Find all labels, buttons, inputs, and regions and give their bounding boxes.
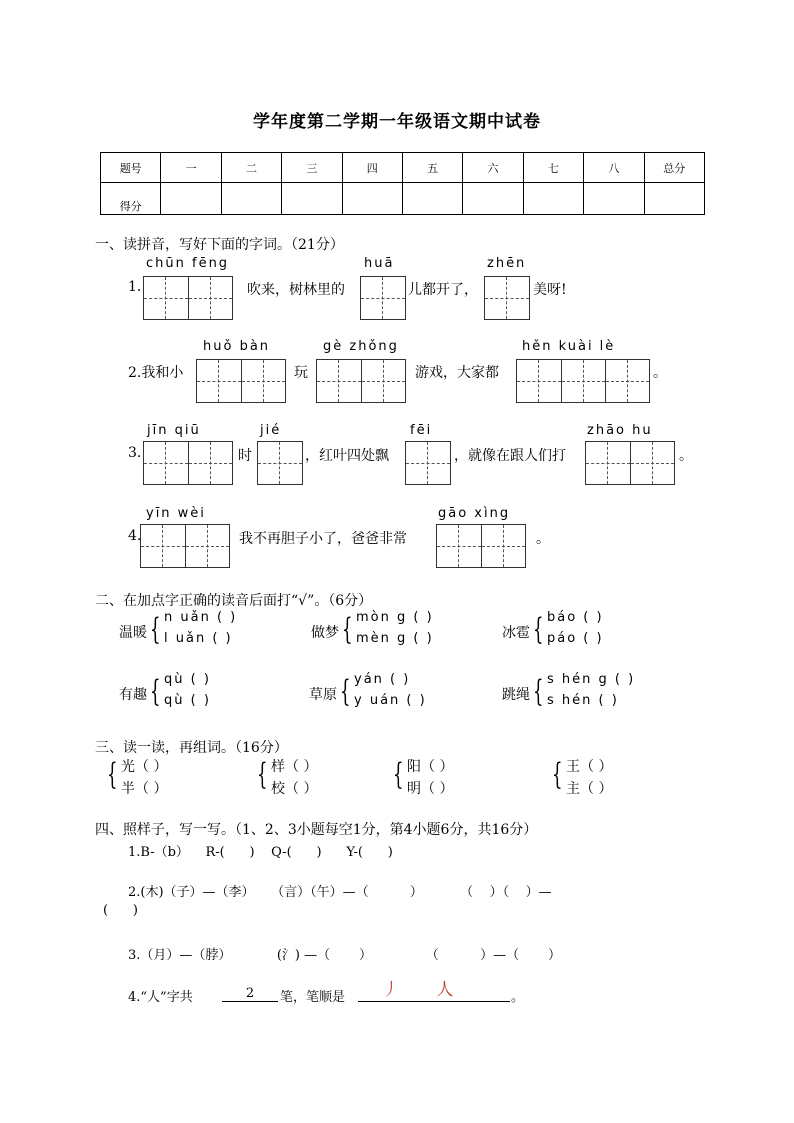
score-header-cell: 总分 [644,153,704,183]
s4-line-2-cont[interactable]: ( ) [103,903,138,918]
score-header-cell: 题号 [101,153,161,183]
pinyin-label: jié [260,423,282,438]
question-text: 。 [679,448,693,464]
score-cell[interactable] [282,183,342,215]
writing-grid[interactable] [405,441,451,485]
score-header-cell: 八 [584,153,644,183]
question-number: 4. [128,528,142,544]
brace: { [150,674,161,709]
score-header-cell: 七 [523,153,583,183]
compose-item[interactable]: 阳（ ） [407,759,454,775]
section-3-heading: 三、读一读，再组词。（16分） [95,740,288,756]
compose-item[interactable]: 明（ ） [407,781,454,797]
reading-option[interactable]: s hén g ( ) [547,672,636,687]
pinyin-label: hěn kuài lè [522,339,616,354]
question-text: 我不再胆子小了，爸爸非常 [239,531,407,547]
writing-grid[interactable] [257,441,303,485]
question-text: 吹来，树林里的 [247,282,345,298]
question-text: 。 [653,365,667,381]
compose-item[interactable]: 光（ ） [121,759,168,775]
score-table [100,152,705,215]
brace: { [257,757,268,792]
word: 做梦 [311,625,339,641]
score-header-cell: 四 [342,153,402,183]
score-header-cell: 五 [402,153,462,183]
s4-line-2[interactable]: 2.(木)（子）—（李） （言）（午）—（ ） （ ）（ ）— [128,885,552,900]
question-text: ，红叶四处飘 [305,448,389,464]
question-text: 。 [536,531,550,547]
brace: { [340,674,351,709]
brace: { [533,674,544,709]
score-cell[interactable] [523,183,583,215]
writing-grid[interactable] [316,359,406,403]
word: 草原 [309,687,337,703]
score-header-cell: 六 [463,153,523,183]
pinyin-label: yīn wèi [146,506,206,521]
score-cell[interactable] [161,183,221,215]
question-text: ，就像在跟人们打 [454,448,566,464]
page-title: 学年度第二学期一年级语文期中试卷 [253,112,541,132]
score-cell[interactable] [221,183,281,215]
writing-grid[interactable] [196,359,286,403]
reading-option[interactable]: s hén ( ) [547,693,619,708]
pinyin-label: zhāo hu [587,423,653,438]
reading-option[interactable]: mèn g ( ) [356,631,434,646]
brace: { [393,757,404,792]
reading-option[interactable]: yán ( ) [354,672,411,687]
reading-option[interactable]: qù ( ) [164,693,211,708]
word: 有趣 [119,687,147,703]
brace: { [533,612,544,647]
word: 跳绳 [502,687,530,703]
word: 温暖 [119,625,147,641]
score-header-cell: 二 [221,153,281,183]
score-cell[interactable] [584,183,644,215]
score-header-cell: 一 [161,153,221,183]
score-cell[interactable] [342,183,402,215]
question-text: 玩 [294,365,308,381]
brace: { [552,757,563,792]
pinyin-label: gè zhǒng [323,339,399,354]
writing-grid[interactable] [143,441,233,485]
section-2-heading: 二、在加点字正确的读音后面打“√”。（6分） [95,593,373,609]
stroke-order-handwriting: 丿 人 [382,980,470,1000]
writing-grid[interactable] [484,276,530,320]
pinyin-label: jīn qiū [147,423,201,438]
score-header-cell: 三 [282,153,342,183]
compose-item[interactable]: 校（ ） [271,781,318,797]
reading-option[interactable]: mòn g ( ) [356,610,434,625]
s4-line-3[interactable]: 3.（月）—（脖） (氵) —（ ） （ ）—（ ） [128,948,562,963]
score-cell[interactable] [402,183,462,215]
pinyin-label: huā [364,256,395,271]
compose-item[interactable]: 半（ ） [121,781,168,797]
stroke-order-answer[interactable] [358,980,510,1002]
writing-grid[interactable] [516,359,650,403]
writing-grid[interactable] [140,524,230,568]
compose-item[interactable]: 王（ ） [566,759,613,775]
compose-item[interactable]: 主（ ） [566,781,613,797]
score-cell[interactable] [463,183,523,215]
reading-option[interactable]: qù ( ) [164,672,211,687]
reading-option[interactable]: l uǎn ( ) [164,631,233,646]
section-1-heading: 一、读拼音，写好下面的字词。（21分） [95,237,344,253]
score-cell[interactable] [644,183,704,215]
question-text: 时 [238,448,252,464]
s4-line-1[interactable]: 1.B-（b） R-( ) Q-( ) Y-( ) [128,845,393,860]
pinyin-label: fēi [410,423,433,438]
score-label-cell: 得分 [101,183,161,215]
compose-item[interactable]: 样（ ） [271,759,318,775]
pinyin-label: huǒ bàn [203,339,271,354]
writing-grid[interactable] [360,276,406,320]
word: 冰雹 [502,625,530,641]
s4-line-4-text: 笔，笔顺是 [280,990,346,1005]
reading-option[interactable]: páo ( ) [547,631,604,646]
s4-line-4-end: 。 [511,990,525,1005]
reading-option[interactable]: y uán ( ) [354,693,427,708]
pinyin-label: gāo xìng [438,506,511,521]
brace: { [107,757,118,792]
brace: { [342,612,353,647]
pinyin-label: zhēn [487,256,527,271]
section-4-heading: 四、照样子，写一写。（1、2、3小题每空1分，第4小题6分，共16分） [95,822,538,838]
stroke-count-answer[interactable]: 2 [222,986,278,1002]
question-text: 游戏，大家都 [415,365,499,381]
writing-grid[interactable] [143,276,233,320]
score-value-row [101,183,705,215]
score-header-row [101,153,705,183]
brace: { [150,612,161,647]
writing-grid[interactable] [585,441,675,485]
question-number: 2.我和小 [128,365,184,381]
pinyin-label: chūn fēng [146,256,230,271]
reading-option[interactable]: n uǎn ( ) [164,610,238,625]
question-text: 美呀! [533,282,567,298]
question-number: 1. [128,279,142,295]
reading-option[interactable]: báo ( ) [547,610,604,625]
question-text: 儿都开了， [408,282,478,298]
writing-grid[interactable] [436,524,526,568]
s4-line-4-text: 4.“人”字共 [128,990,193,1005]
question-number: 3. [128,445,142,461]
